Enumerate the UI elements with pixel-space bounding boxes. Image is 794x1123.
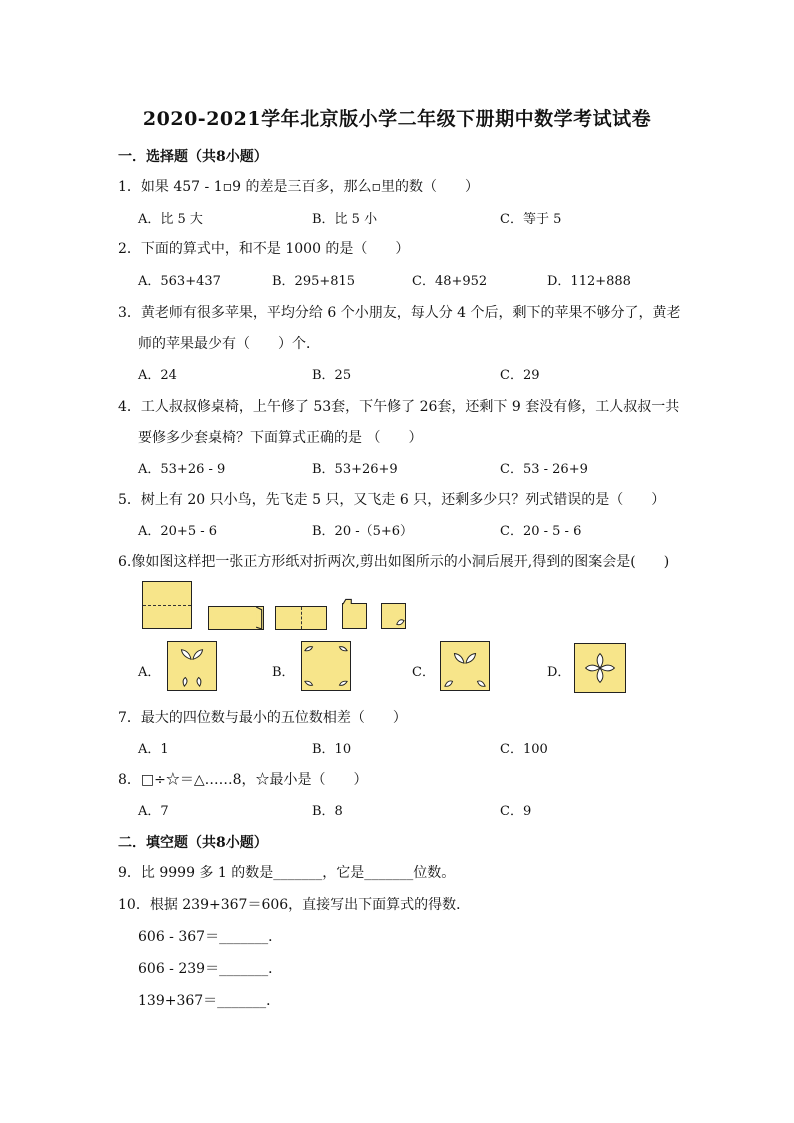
q6-option-a-label[interactable]: A． [138, 665, 161, 680]
question-3-line-1: 3．黄老师有很多苹果，平均分给 6 个小朋友，每人分 4 个后，剩下的苹果不够分了，黄老 [118, 305, 681, 321]
q1-option-b[interactable]: B．比 5 小 [312, 212, 378, 227]
q2-option-a[interactable]: A．563+437 [138, 274, 221, 289]
q10-line-1: 606 - 367＝_______． [138, 929, 283, 945]
fold-step-1-square [142, 581, 192, 629]
q2-option-b[interactable]: B．295+815 [272, 274, 356, 289]
question-4-line-2: 要修多少套桌椅？下面算式正确的是 （ ） [138, 430, 423, 446]
q4-option-c[interactable]: C．53 - 26+9 [500, 462, 588, 477]
q8-option-b[interactable]: B．8 [312, 804, 343, 819]
q3-option-b[interactable]: B．25 [312, 368, 352, 383]
q7-option-c[interactable]: C．100 [500, 742, 548, 757]
q10-line-2: 606 - 239＝_______． [138, 961, 283, 977]
question-3-line-2: 师的苹果最少有（ ）个． [138, 336, 320, 352]
q4-option-a[interactable]: A．53+26 - 9 [138, 462, 226, 477]
question-2: 2．下面的算式中，和不是 1000 的是（ ） [118, 241, 410, 257]
q6-option-d-pattern[interactable] [574, 643, 626, 693]
fold-step-2-rectangle [208, 606, 264, 630]
question-4-line-1: 4．工人叔叔修桌椅，上午修了 53套，下午修了 26套，还剩下 9 套没有修，工人叔叔一共 [118, 399, 680, 415]
question-1: 1．如果 457 - 1▫9 的差是三百多，那么▫里的数（ ） [118, 179, 479, 195]
q6-option-a-pattern[interactable] [167, 641, 217, 691]
question-10: 10．根据 239+367＝606，直接写出下面算式的得数． [118, 897, 471, 913]
q4-option-b[interactable]: B．53+26+9 [312, 462, 398, 477]
q10-line-3: 139+367＝_______． [138, 993, 281, 1009]
fold-step-4-small-square [342, 603, 367, 629]
q1-option-c[interactable]: C．等于 5 [500, 212, 562, 227]
q1-option-a[interactable]: A．比 5 大 [138, 212, 203, 227]
question-7: 7．最大的四位数与最小的五位数相差（ ） [118, 710, 407, 726]
q5-option-b[interactable]: B．20 -（5+6） [312, 524, 414, 539]
section-fill-heading: 二．填空题（共8小题） [118, 835, 268, 851]
q3-option-a[interactable]: A．24 [138, 368, 177, 383]
q6-option-c-pattern[interactable] [440, 641, 490, 691]
q6-option-b-pattern[interactable] [301, 641, 351, 691]
question-9: 9．比 9999 多 1 的数是_______，它是_______位数。 [118, 865, 456, 881]
q7-option-a[interactable]: A．1 [138, 742, 169, 757]
question-5: 5．树上有 20 只小鸟，先飞走 5 只，又飞走 6 只，还剩多少只？列式错误的是（ ） [118, 492, 666, 508]
q2-option-d[interactable]: D．112+888 [547, 274, 631, 289]
q7-option-b[interactable]: B．10 [312, 742, 352, 757]
q3-option-c[interactable]: C．29 [500, 368, 540, 383]
q8-option-c[interactable]: C．9 [500, 804, 532, 819]
q5-option-c[interactable]: C．20 - 5 - 6 [500, 524, 582, 539]
question-6: 6.像如图这样把一张正方形纸对折两次,剪出如图所示的小洞后展开,得到的图案会是( ) [118, 554, 670, 570]
section-choice-heading: 一．选择题（共8小题） [118, 149, 268, 165]
page-title: 2020-2021学年北京版小学二年级下册期中数学考试试卷 [142, 108, 652, 130]
q2-option-c[interactable]: C．48+952 [412, 274, 488, 289]
question-8: 8．□÷☆＝△……8，☆最小是（ ） [118, 772, 368, 788]
q6-option-c-label[interactable]: C． [412, 665, 435, 680]
q8-option-a[interactable]: A．7 [138, 804, 169, 819]
q6-option-b-label[interactable]: B． [272, 665, 295, 680]
fold-step-5-cut-square [381, 603, 406, 629]
q5-option-a[interactable]: A．20+5 - 6 [138, 524, 218, 539]
q6-option-d-label[interactable]: D． [547, 665, 571, 680]
fold-step-3-rectangle [275, 606, 327, 630]
